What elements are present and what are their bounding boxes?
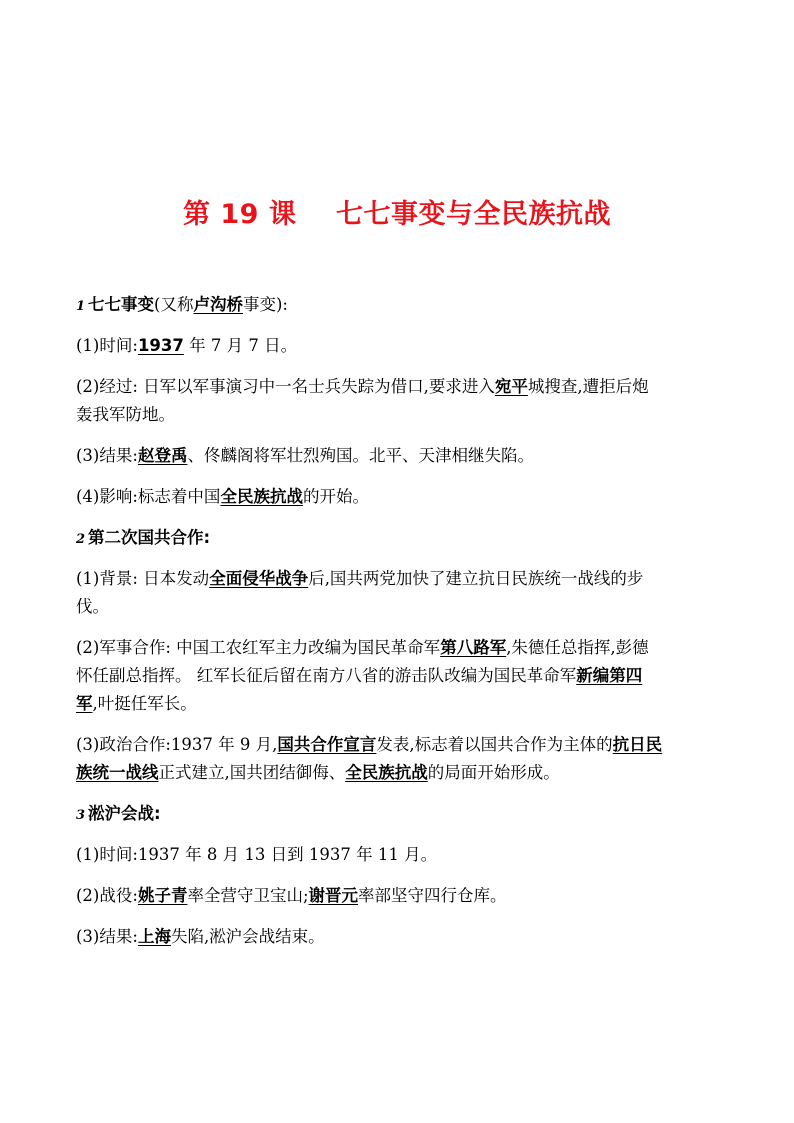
paragraph-line: [76, 402, 726, 443]
paragraph-line: [76, 374, 726, 402]
key-term: 全民族抗战: [345, 763, 428, 782]
key-term: 1937: [137, 336, 184, 355]
text: (1)时间:1937 年 8 月 13 日到 1937 年 11 月。: [76, 845, 438, 864]
paragraph-line: [76, 635, 726, 663]
section-title: 第二次国共合作:: [88, 528, 211, 547]
text: (4)影响:标志着中国: [76, 487, 221, 506]
text: 发表,标志着以国共合作为主体的: [376, 735, 613, 754]
paragraph-line: [76, 333, 726, 374]
key-term: 上海: [137, 927, 171, 946]
text: (3)结果:: [76, 446, 138, 465]
text: 的局面开始形成。: [427, 763, 560, 782]
paragraph-line: [76, 566, 726, 594]
text: 后,国共两党加快了建立抗日民族统一战线的步: [308, 569, 644, 588]
paragraph-line: [76, 691, 726, 732]
text: (2)战役:: [76, 886, 138, 905]
paragraph-line: [76, 883, 726, 924]
key-term: 卢沟桥: [193, 295, 243, 314]
section-title: 七七事变: [88, 295, 155, 314]
key-term: 全民族抗战: [220, 487, 303, 506]
key-term: 谢晋元: [308, 886, 358, 905]
section-3-heading: [76, 801, 726, 842]
text: 、佟麟阁将军壮烈殉国。北平、天津相继失陷。: [187, 446, 534, 465]
text: 年 7 月 7 日。: [183, 336, 298, 355]
text: 的开始。: [302, 487, 369, 506]
key-term: 第八路军: [440, 638, 507, 657]
text: (3)政治合作:1937 年 9 月,: [76, 735, 278, 754]
section-number: 1: [76, 299, 86, 314]
section-title: 淞沪会战:: [88, 804, 161, 823]
key-term: 抗日民: [612, 735, 663, 754]
key-term: 族统一战线: [76, 763, 159, 782]
key-term: 全面侵华战争: [209, 569, 309, 588]
section-1-heading: [76, 292, 726, 333]
paragraph-line: [76, 842, 726, 883]
section-number: 2: [76, 532, 86, 547]
paragraph-line: [76, 924, 726, 965]
text: 怀任副总指挥。 红军长征后留在南方八省的游击队改编为国民革命军: [76, 666, 577, 685]
text: (3)结果:: [76, 927, 138, 946]
text: (2)军事合作: 中国工农红军主力改编为国民革命军: [76, 638, 441, 657]
text: ,朱德任总指挥,彭德: [506, 638, 649, 657]
section-2-heading: [76, 525, 726, 566]
paragraph-line: [76, 484, 726, 525]
lesson-title: 第 19 课 七七事变与全民族抗战: [183, 199, 611, 230]
text: 轰我军防地。: [76, 405, 175, 424]
text: 伐。: [76, 597, 109, 616]
key-term: 国共合作宣言: [277, 735, 377, 754]
key-term: 赵登禹: [137, 446, 188, 465]
key-term: 姚子青: [137, 886, 188, 905]
key-term: 新编第四: [576, 666, 643, 685]
text: 率全营守卫宝山;: [187, 886, 309, 905]
paragraph-line: [76, 760, 726, 801]
text: ,叶挺任军长。: [92, 694, 197, 713]
text: (又称: [154, 295, 194, 314]
text: (1)背景: 日本发动: [76, 569, 210, 588]
paragraph-line: [76, 732, 726, 760]
text: (1)时间:: [76, 336, 138, 355]
text: 正式建立,国共团结御侮、: [158, 763, 346, 782]
text: 城搜查,遭拒后炮: [527, 377, 649, 396]
lesson-content: [76, 292, 726, 965]
paragraph-line: [76, 663, 726, 691]
key-term: 宛平: [494, 377, 528, 396]
text: 率部坚守四行仓库。: [358, 886, 507, 905]
key-term: 军: [76, 694, 93, 713]
section-number: 3: [76, 808, 86, 823]
text: (2)经过: 日军以军事演习中一名士兵失踪为借口,要求进入: [76, 377, 495, 396]
text: 事变):: [242, 295, 288, 314]
paragraph-line: [76, 594, 726, 635]
paragraph-line: [76, 443, 726, 484]
text: 失陷,淞沪会战结束。: [170, 927, 325, 946]
